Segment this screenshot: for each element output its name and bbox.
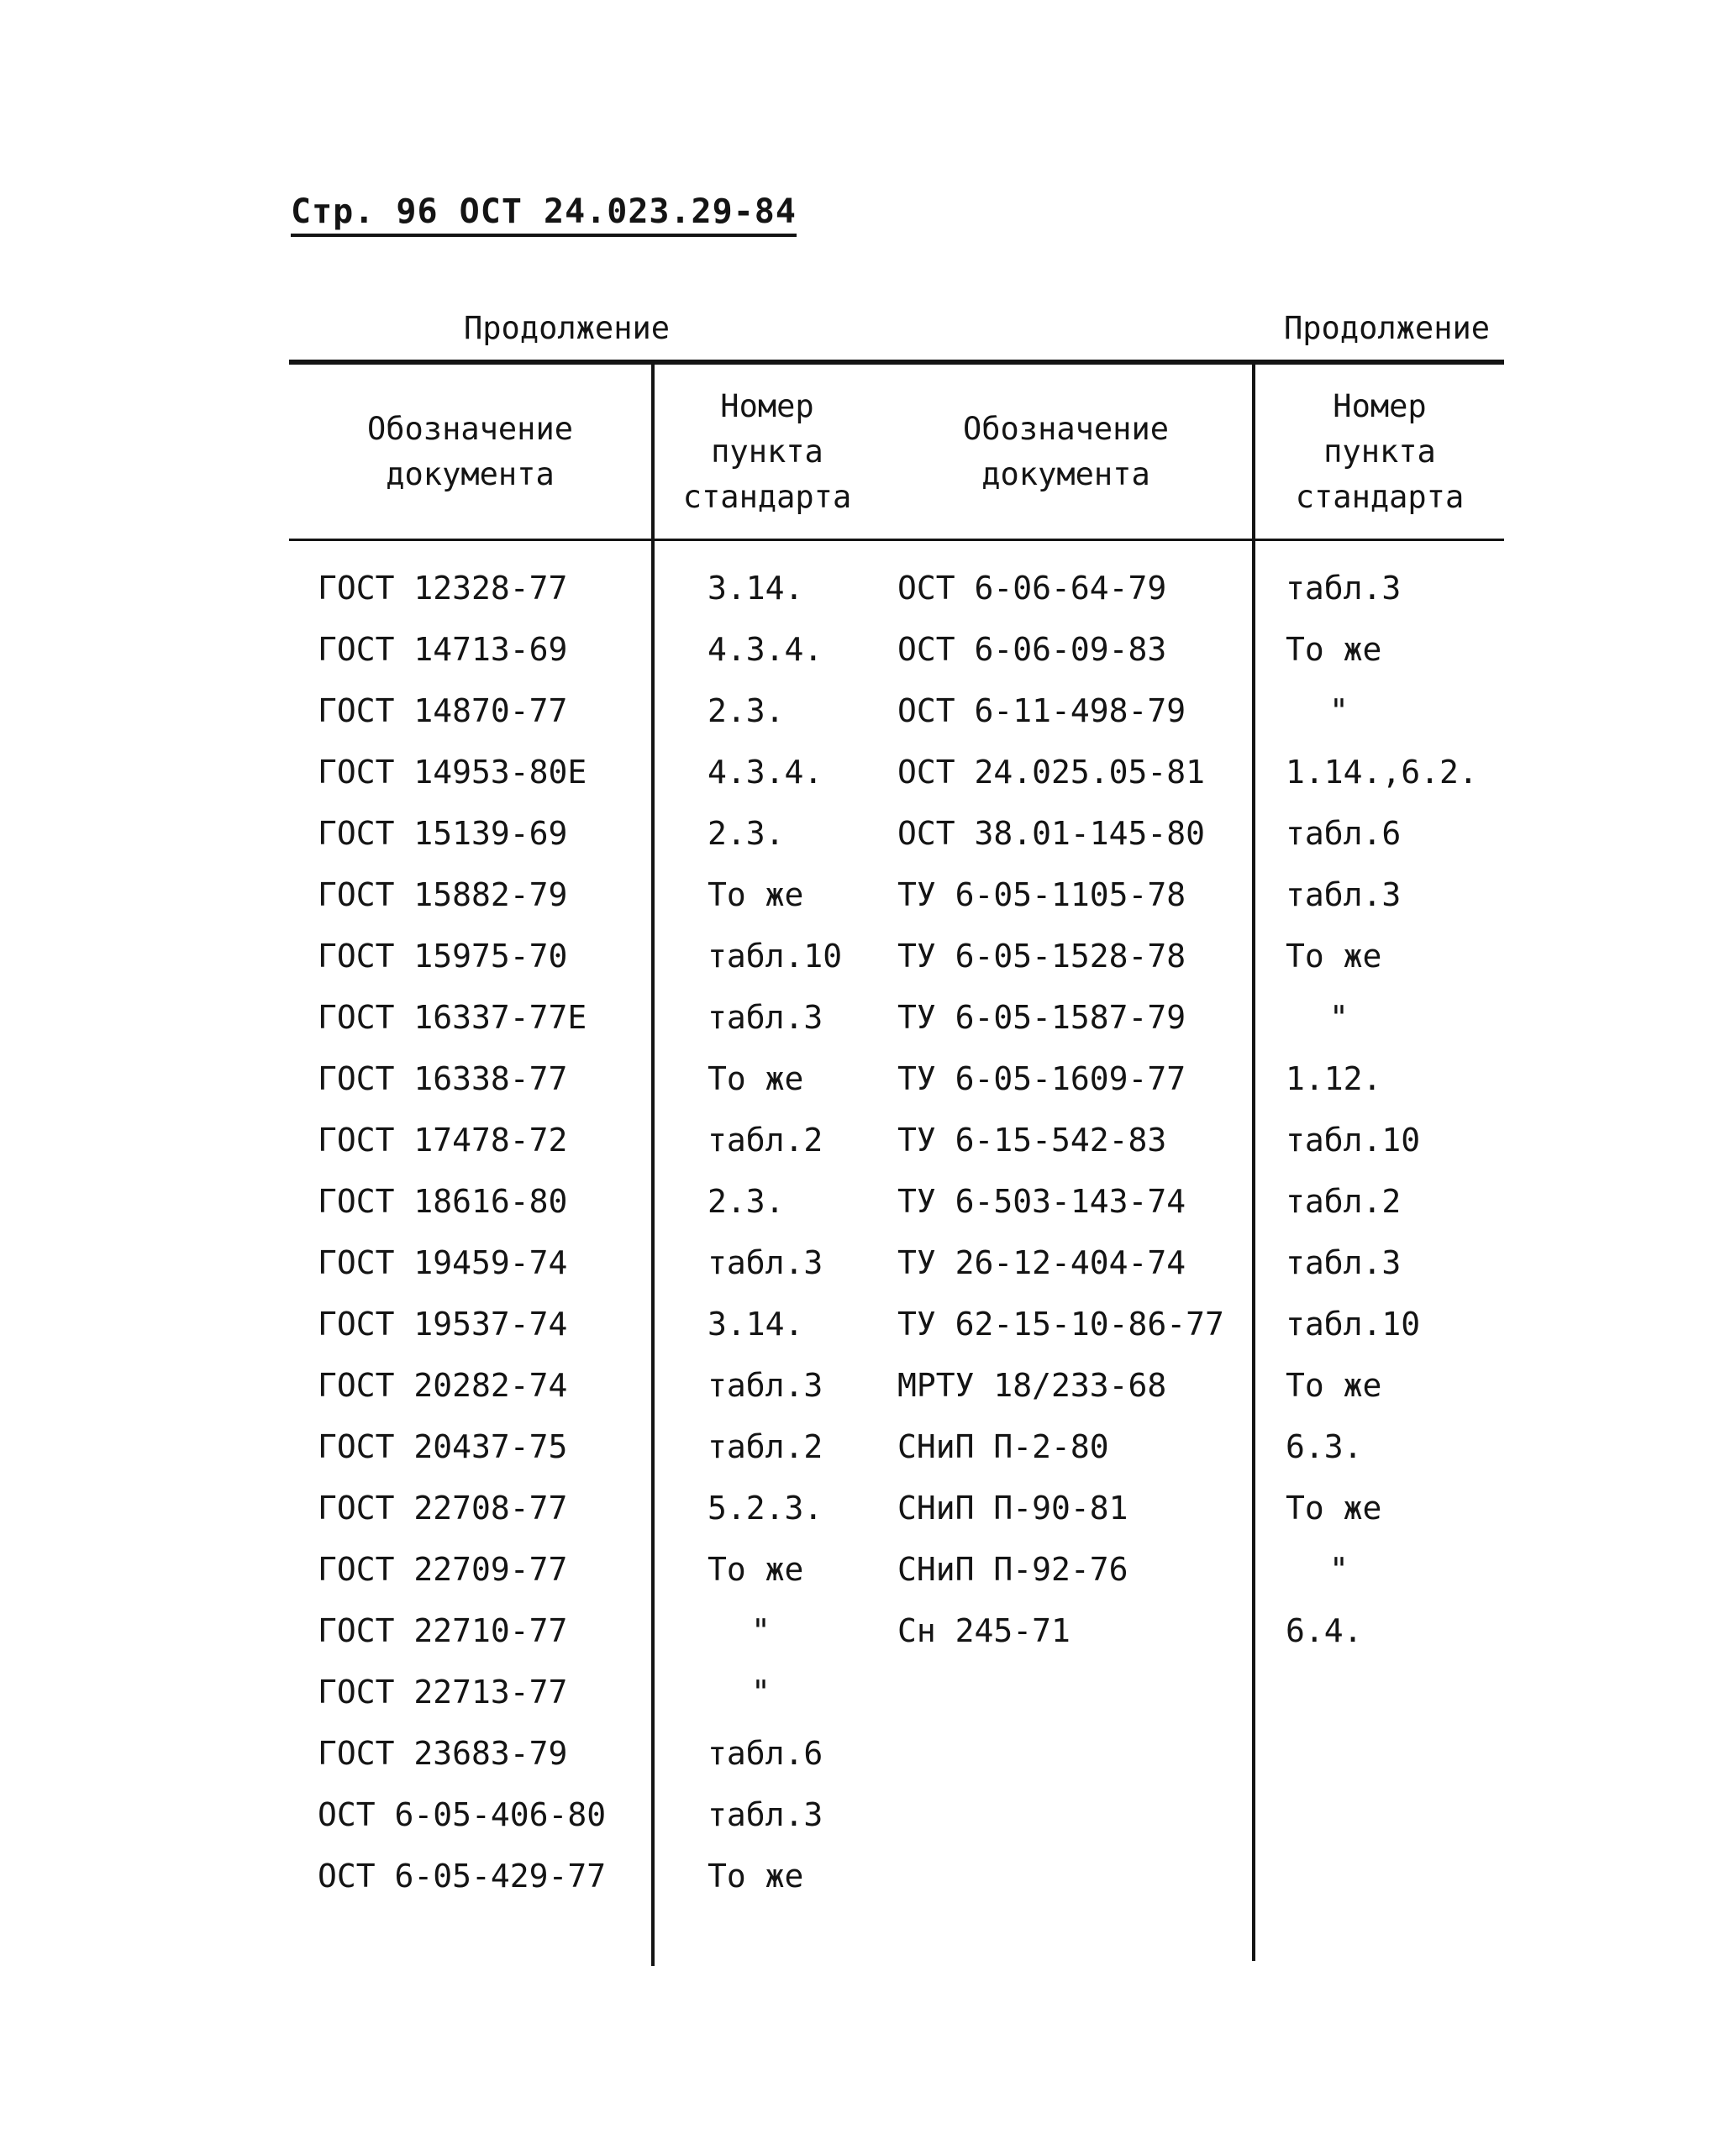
right-clause-number: 1.12. xyxy=(1286,1060,1382,1097)
left-doc-designation: ОСТ 6-05-429-77 xyxy=(318,1858,607,1895)
right-clause-number: табл.2 xyxy=(1286,1183,1402,1220)
right-doc-designation: ОСТ 6-11-498-79 xyxy=(897,692,1186,729)
header-line: Обозначение xyxy=(366,410,574,447)
table-row xyxy=(0,871,1736,933)
right-clause-number: То же xyxy=(1286,1367,1382,1404)
left-doc-designation: ГОСТ 14870-77 xyxy=(318,692,568,729)
page-header: Стр. 96 ОСТ 24.023.29-84 xyxy=(291,195,797,237)
table-row xyxy=(0,1178,1736,1239)
header-doc-designation-left xyxy=(289,365,651,539)
left-clause-number: То же xyxy=(708,876,804,913)
header-line: документа xyxy=(981,455,1150,492)
left-clause-number: табл.2 xyxy=(708,1122,823,1159)
left-doc-designation: ГОСТ 16338-77 xyxy=(318,1060,568,1097)
header-line: стандарта xyxy=(1295,478,1465,515)
left-clause-number: 4.3.4. xyxy=(708,754,823,791)
right-doc-designation: Сн 245-71 xyxy=(897,1612,1071,1649)
left-doc-designation: ГОСТ 19537-74 xyxy=(318,1306,568,1343)
table-row xyxy=(0,1669,1736,1730)
right-doc-designation: ТУ 6-05-1587-79 xyxy=(897,999,1186,1036)
right-clause-number: То же xyxy=(1286,938,1382,975)
right-clause-number: табл.10 xyxy=(1286,1306,1421,1343)
left-clause-number: табл.3 xyxy=(708,1244,823,1281)
left-clause-number: " xyxy=(751,1674,771,1711)
table-row xyxy=(0,1791,1736,1853)
header-clause-number-right xyxy=(1255,365,1504,539)
right-doc-designation: ТУ 6-05-1528-78 xyxy=(897,938,1186,975)
left-doc-designation: ГОСТ 15882-79 xyxy=(318,876,568,913)
left-clause-number: То же xyxy=(708,1858,804,1895)
left-clause-number: табл.3 xyxy=(708,1367,823,1404)
right-doc-designation: ТУ 6-05-1105-78 xyxy=(897,876,1186,913)
left-doc-designation: ГОСТ 12328-77 xyxy=(318,570,568,607)
right-clause-number: табл.10 xyxy=(1286,1122,1421,1159)
left-clause-number: 2.3. xyxy=(708,815,785,852)
table-row xyxy=(0,1055,1736,1117)
left-doc-designation: ГОСТ 20282-74 xyxy=(318,1367,568,1404)
left-doc-designation: ГОСТ 22709-77 xyxy=(318,1551,568,1588)
right-doc-designation: ОСТ 24.025.05-81 xyxy=(897,754,1206,791)
left-doc-designation: ГОСТ 15975-70 xyxy=(318,938,568,975)
left-clause-number: 2.3. xyxy=(708,692,785,729)
left-doc-designation: ГОСТ 19459-74 xyxy=(318,1244,568,1281)
right-clause-number: табл.3 xyxy=(1286,876,1402,913)
header-clause-number-left xyxy=(655,365,880,539)
continuation-label-left: Продолжение xyxy=(464,310,671,346)
table-row xyxy=(0,1423,1736,1485)
right-doc-designation: ТУ 6-05-1609-77 xyxy=(897,1060,1186,1097)
table-row xyxy=(0,1853,1736,1914)
right-doc-designation: СНиП П-92-76 xyxy=(897,1551,1128,1588)
right-doc-designation: ТУ 6-503-143-74 xyxy=(897,1183,1186,1220)
right-doc-designation: ТУ 26-12-404-74 xyxy=(897,1244,1186,1281)
left-clause-number: табл.10 xyxy=(708,938,843,975)
left-clause-number: табл.6 xyxy=(708,1735,823,1772)
table-row xyxy=(0,565,1736,626)
table-row xyxy=(0,1730,1736,1791)
right-doc-designation: ТУ 6-15-542-83 xyxy=(897,1122,1167,1159)
left-doc-designation: ГОСТ 20437-75 xyxy=(318,1428,568,1465)
left-clause-number: табл.3 xyxy=(708,1796,823,1833)
left-doc-designation: ГОСТ 14953-80Е xyxy=(318,754,587,791)
header-line: стандарта xyxy=(682,478,852,515)
left-doc-designation: ГОСТ 17478-72 xyxy=(318,1122,568,1159)
right-clause-number: табл.3 xyxy=(1286,570,1402,607)
left-clause-number: 3.14. xyxy=(708,1306,804,1343)
right-doc-designation: ОСТ 6-06-64-79 xyxy=(897,570,1167,607)
left-doc-designation: ГОСТ 23683-79 xyxy=(318,1735,568,1772)
right-doc-designation: СНиП П-2-80 xyxy=(897,1428,1109,1465)
table-row xyxy=(0,933,1736,994)
table-row xyxy=(0,810,1736,871)
right-clause-number: То же xyxy=(1286,631,1382,668)
right-clause-number: То же xyxy=(1286,1490,1382,1527)
left-clause-number: 3.14. xyxy=(708,570,804,607)
table-row xyxy=(0,1362,1736,1423)
table-row xyxy=(0,1485,1736,1546)
table-row xyxy=(0,1607,1736,1669)
right-clause-number: " xyxy=(1329,692,1349,729)
header-line: пункта xyxy=(1323,433,1436,470)
left-clause-number: " xyxy=(751,1612,771,1649)
left-clause-number: 5.2.3. xyxy=(708,1490,823,1527)
header-line: Номер xyxy=(720,387,814,424)
left-doc-designation: ОСТ 6-05-406-80 xyxy=(318,1796,607,1833)
header-line: Обозначение xyxy=(962,410,1170,447)
left-doc-designation: ГОСТ 22710-77 xyxy=(318,1612,568,1649)
table-row xyxy=(0,687,1736,749)
right-clause-number: 1.14.,6.2. xyxy=(1286,754,1478,791)
right-clause-number: 6.4. xyxy=(1286,1612,1363,1649)
right-clause-number: табл.3 xyxy=(1286,1244,1402,1281)
table-body xyxy=(0,565,1736,1914)
header-line: документа xyxy=(386,455,555,492)
left-clause-number: То же xyxy=(708,1551,804,1588)
table-row xyxy=(0,749,1736,810)
right-doc-designation: МРТУ 18/233-68 xyxy=(897,1367,1167,1404)
table-row xyxy=(0,1301,1736,1362)
left-doc-designation: ГОСТ 22708-77 xyxy=(318,1490,568,1527)
table-row xyxy=(0,994,1736,1055)
left-doc-designation: ГОСТ 16337-77Е xyxy=(318,999,587,1036)
left-doc-designation: ГОСТ 15139-69 xyxy=(318,815,568,852)
left-clause-number: То же xyxy=(708,1060,804,1097)
right-doc-designation: ОСТ 38.01-145-80 xyxy=(897,815,1206,852)
left-doc-designation: ГОСТ 18616-80 xyxy=(318,1183,568,1220)
right-doc-designation: СНиП П-90-81 xyxy=(897,1490,1128,1527)
left-doc-designation: ГОСТ 14713-69 xyxy=(318,631,568,668)
table-row xyxy=(0,1239,1736,1301)
table-row xyxy=(0,626,1736,687)
right-clause-number: табл.6 xyxy=(1286,815,1402,852)
header-line: пункта xyxy=(711,433,823,470)
left-clause-number: 2.3. xyxy=(708,1183,785,1220)
header-line: Номер xyxy=(1333,387,1427,424)
continuation-label-right: Продолжение xyxy=(1284,310,1491,346)
right-clause-number: 6.3. xyxy=(1286,1428,1363,1465)
left-clause-number: табл.2 xyxy=(708,1428,823,1465)
left-clause-number: 4.3.4. xyxy=(708,631,823,668)
header-doc-designation-right xyxy=(880,365,1252,539)
right-doc-designation: ОСТ 6-06-09-83 xyxy=(897,631,1167,668)
right-clause-number: " xyxy=(1329,1551,1349,1588)
right-doc-designation: ТУ 62-15-10-86-77 xyxy=(897,1306,1224,1343)
table-header-rule xyxy=(289,539,1504,541)
table-row xyxy=(0,1546,1736,1607)
right-clause-number: " xyxy=(1329,999,1349,1036)
left-clause-number: табл.3 xyxy=(708,999,823,1036)
table-row xyxy=(0,1117,1736,1178)
left-doc-designation: ГОСТ 22713-77 xyxy=(318,1674,568,1711)
